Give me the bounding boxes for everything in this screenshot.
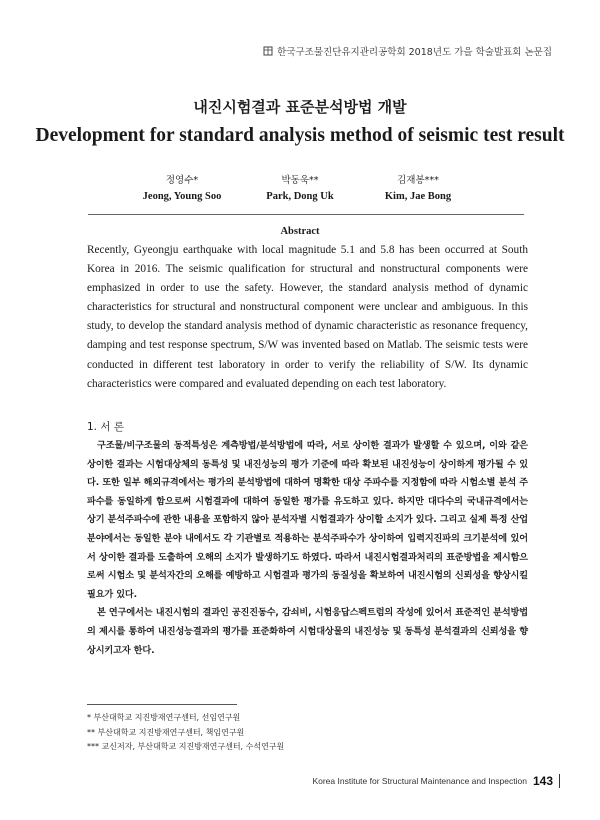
page-footer bbox=[312, 774, 560, 788]
author-list bbox=[80, 172, 520, 202]
divider bbox=[88, 214, 524, 215]
author-name-english: Jeong, Young Soo bbox=[142, 191, 222, 202]
author-name-english: Kim, Jae Bong bbox=[384, 191, 452, 202]
author bbox=[250, 172, 350, 202]
section-heading: 1. 서 론 bbox=[87, 421, 124, 433]
abstract-heading: Abstract bbox=[280, 226, 320, 237]
footnote: * 부산대학교 지진방재연구센터, 선임연구원 bbox=[87, 713, 241, 722]
journal-name: 한국구조물진단유지관리공학회 2018년도 가을 학술발표회 논문집 bbox=[277, 47, 552, 58]
section-body bbox=[87, 437, 528, 660]
footnote-divider bbox=[87, 704, 237, 705]
footer-separator bbox=[559, 774, 560, 788]
footnote: *** 교신저자, 부산대학교 지진방재연구센터, 수석연구원 bbox=[87, 742, 285, 751]
page-number: 143 bbox=[532, 774, 553, 788]
author-name-korean: 김재봉*** bbox=[397, 175, 439, 186]
footnote: ** 부산대학교 지진방재연구센터, 책임연구원 bbox=[87, 727, 245, 737]
author bbox=[132, 172, 232, 202]
journal-header bbox=[263, 44, 552, 58]
author-name-english: Park, Dong Uk bbox=[266, 191, 334, 202]
paragraph: 본 연구에서는 내진시험의 결과인 공진진동수, 감쇠비, 시험응답스펙트럼의 작성에 있어서 표준적인 분석방법의 제시를 통하여 내진성능결과의 평가를 표준화하여 시험대상물의 내진성능 및 동특성 분석결과의 신뢰성을 향상시키고자 한다. bbox=[87, 608, 528, 656]
title-english: Development for standard analysis method of seismic test result bbox=[35, 125, 565, 146]
author bbox=[368, 172, 468, 202]
footer-institute: Korea Institute for Structural Maintenance and Inspection bbox=[312, 776, 527, 786]
paragraph: 구조물/비구조물의 동적특성은 계측방법/분석방법에 따라, 서로 상이한 결과가 발생할 수 있으며, 이와 같은 상이한 결과는 시험대상체의 동특성 및 내진성능의 평가 기준에 따라 확보된 내진성능이 상이하게 평가될 수 있다. 또한 일부 해외규격에서는 평가의 분석방법에 대하여 명확한 대상 주파수를 지정함에 따라 시험소별 분석 주파수를 동일하게 함으로써 시험결과에 대하여 동일한 평가를 유도하고 있다. 하지만 대다수의 국내규격에서는 상기 분석주파수에 관한 내용을 포함하지 않아 분석자별 시험결과가 상이할 소지가 있다. 그리고 실제 특정 산업분야에서는 동일한 분야 내에서도 각 기관별로 적용하는 분석주파수가 상이하여 입력지진파의 크기분석에 있어서 상이한 결과를 도출하여 오해의 소지가 발생하기도 하였다. 따라서 내진시험결과처리의 표준방법을 제시함으로써 시험소 및 분석자간의 오해를 예방하고 시험결과 평가의 동질성을 확보하여 내진시험의 신뢰성을 향상시킬 필요가 있다. bbox=[87, 441, 528, 600]
abstract-body: Recently, Gyeongju earthquake with local magnitude 5.1 and 5.8 has been occurred at South Korea in 2016. The seismic qualification for structural and nonstructural components were emphasized in order to use the safety. However, the standard analysis method of dynamic characteristics for structural and nonstructural component were unclear and ambiguous. In this study, to develop the standard analysis method of dynamic characteristic as resonance frequency, damping and test response spectrum, S/W was invented based on Matlab. The seismic tests were conducted in different test laboratory in order to verify the reliability of S/W. Its dynamic characteristics were compared and evaluated depending on each test laboratory. bbox=[87, 244, 528, 390]
footnotes bbox=[87, 711, 284, 755]
book-icon bbox=[263, 46, 273, 56]
author-name-korean: 박동욱** bbox=[281, 175, 319, 186]
title-korean: 내진시험결과 표준분석방법 개발 bbox=[193, 98, 407, 116]
author-name-korean: 정영수* bbox=[165, 175, 199, 186]
